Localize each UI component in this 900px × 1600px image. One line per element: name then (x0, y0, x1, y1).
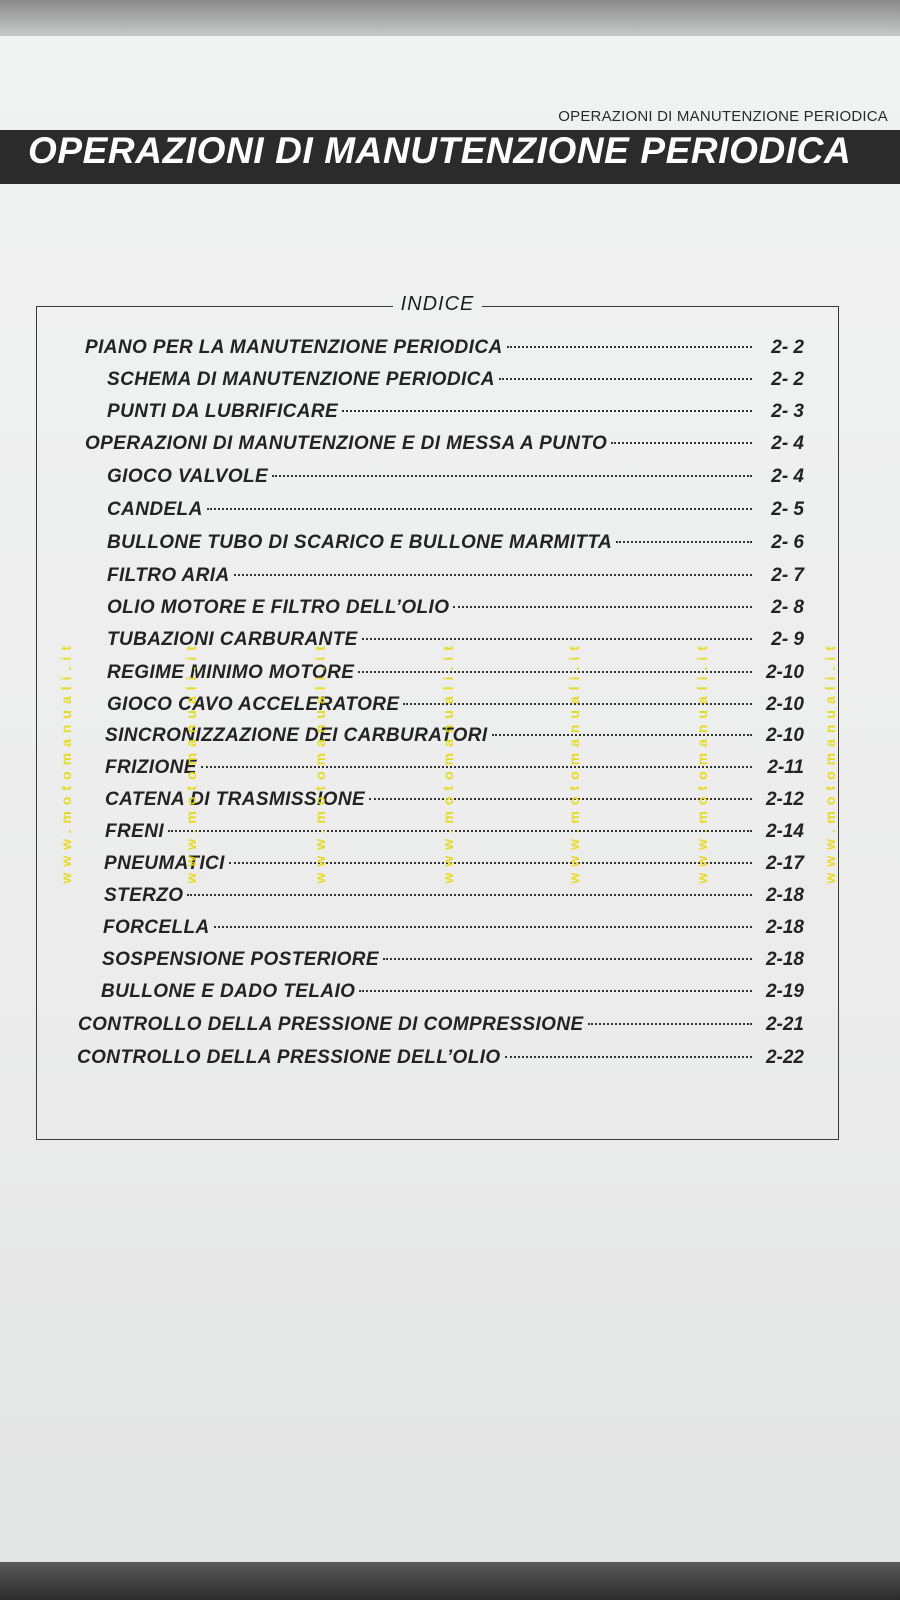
running-header: OPERAZIONI DI MANUTENZIONE PERIODICA (558, 108, 888, 125)
toc-entry[interactable]: OLIO MOTORE E FILTRO DELL’OLIO 2- 8 (107, 597, 804, 618)
toc-entry[interactable]: FRENI 2-14 (105, 821, 804, 842)
watermark-text: www.motomanuali.it (312, 640, 328, 884)
toc-entry[interactable]: PIANO PER LA MANUTENZIONE PERIODICA 2- 2 (85, 337, 804, 358)
watermark-text: www.motomanuali.it (183, 640, 199, 884)
index-box (36, 293, 839, 1140)
toc-entry[interactable]: FILTRO ARIA 2- 7 (107, 565, 804, 586)
toc-entry[interactable]: GIOCO CAVO ACCELERATORE 2-10 (107, 694, 804, 715)
toc-entry[interactable]: STERZO 2-18 (104, 885, 804, 906)
toc-entry[interactable]: CATENA DI TRASMISSIONE 2-12 (105, 789, 804, 810)
toc-entry[interactable]: GIOCO VALVOLE 2- 4 (107, 466, 804, 487)
watermark-text: www.motomanuali.it (694, 640, 710, 884)
watermark-text: www.motomanuali.it (58, 640, 74, 884)
toc-entry[interactable]: CONTROLLO DELLA PRESSIONE DI COMPRESSIONE 2-21 (78, 1014, 804, 1035)
toc-entry[interactable]: PNEUMATICI 2-17 (104, 853, 804, 874)
toc-entry[interactable]: BULLONE E DADO TELAIO 2-19 (101, 981, 804, 1002)
toc-entry[interactable]: PUNTI DA LUBRIFICARE 2- 3 (107, 401, 804, 422)
toc-entry[interactable]: REGIME MINIMO MOTORE 2-10 (107, 662, 804, 683)
toc-entry[interactable]: BULLONE TUBO DI SCARICO E BULLONE MARMITTA 2- 6 (107, 532, 804, 553)
toc-entry[interactable]: SOSPENSIONE POSTERIORE 2-18 (102, 949, 804, 970)
index-heading-label: INDICE (393, 293, 483, 315)
toc-entry[interactable]: SINCRONIZZAZIONE DEI CARBURATORI 2-10 (105, 725, 804, 746)
toc-entry[interactable]: TUBAZIONI CARBURANTE 2- 9 (107, 629, 804, 650)
toc-entry[interactable]: CONTROLLO DELLA PRESSIONE DELL’OLIO 2-22 (77, 1047, 804, 1068)
watermark-text: www.motomanuali.it (440, 640, 456, 884)
watermark-text: www.motomanuali.it (566, 640, 582, 884)
photo-top-edge (0, 0, 900, 40)
toc-entry[interactable]: SCHEMA DI MANUTENZIONE PERIODICA 2- 2 (107, 369, 804, 390)
page-title: OPERAZIONI DI MANUTENZIONE PERIODICA (28, 130, 852, 171)
toc-entry[interactable]: CANDELA 2- 5 (107, 499, 804, 520)
toc-entry[interactable]: OPERAZIONI DI MANUTENZIONE E DI MESSA A PUNTO 2- 4 (85, 433, 804, 454)
index-heading (37, 293, 838, 316)
watermark-text: www.motomanuali.it (822, 640, 838, 884)
photo-bottom-edge (0, 1562, 900, 1600)
toc-entry[interactable]: FORCELLA 2-18 (103, 917, 804, 938)
toc-entry[interactable]: FRIZIONE 2-11 (105, 757, 804, 778)
